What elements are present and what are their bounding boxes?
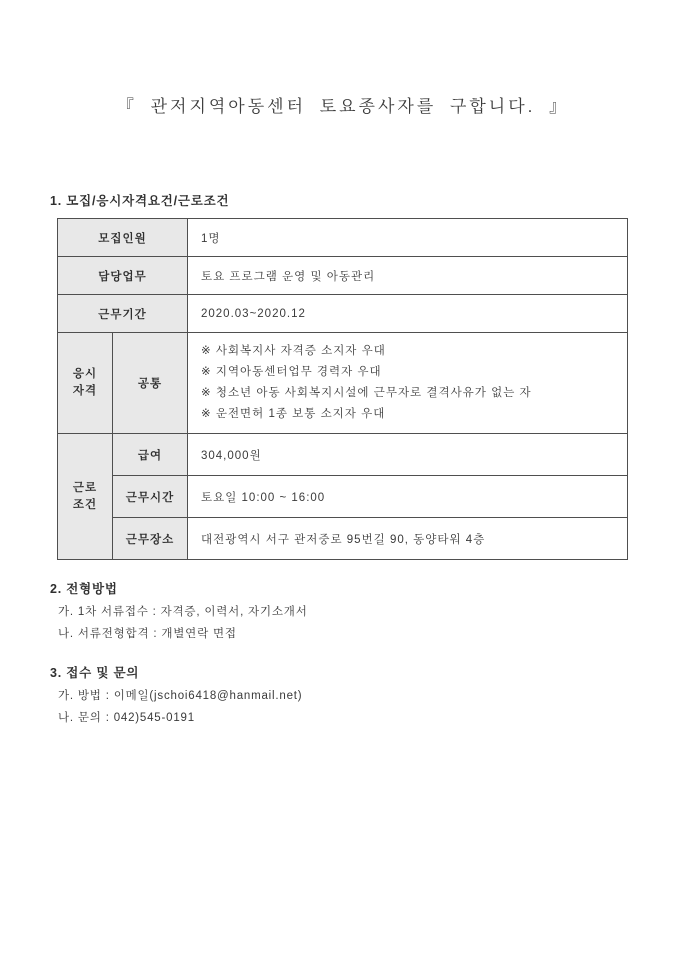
qualification-group-label: [58, 333, 113, 434]
section1-heading: 1. 모집/응시자격요건/근로조건: [50, 194, 230, 208]
duty-label: 담당업무: [58, 257, 188, 295]
work-period-value: 2020.03~2020.12: [188, 295, 628, 333]
qualification-item: ※ 청소년 아동 사회복지시설에 근무자로 결격사유가 없는 자: [201, 387, 532, 399]
qualification-items: [188, 333, 628, 434]
work-place-label: 근무장소: [113, 518, 188, 560]
section3-line-apply-method: 가. 방법 : 이메일(jschoi6418@hanmail.net): [58, 690, 303, 702]
section3-heading: 3. 접수 및 문의: [50, 666, 140, 680]
qualification-item: ※ 지역아동센터업무 경력자 우대: [201, 366, 382, 378]
duty-value: 토요 프로그램 운영 및 아동관리: [188, 257, 628, 295]
table-row-recruit-count: [58, 219, 628, 257]
document-title: 『 관저지역아동센터 토요종사자를 구합니다. 』: [116, 97, 570, 116]
table-row-salary: [58, 434, 628, 476]
work-conditions-group-label-line1: 근로: [72, 481, 98, 494]
work-period-label: 근무기간: [58, 295, 188, 333]
table-row-work-hours: [58, 476, 628, 518]
table-row-qualification: [58, 333, 628, 434]
work-place-value: 대전광역시 서구 관저중로 95번길 90, 동양타워 4층: [188, 518, 628, 560]
qualification-item: ※ 운전면허 1종 보통 소지자 우대: [201, 408, 386, 420]
qualification-group-label-line1: 응시: [72, 368, 98, 380]
work-conditions-group-label: [58, 434, 113, 560]
table-row-work-period: [58, 295, 628, 333]
qualification-item: ※ 사회복지사 자격증 소지자 우대: [201, 345, 386, 357]
work-hours-label: 근무시간: [113, 476, 188, 518]
section2-heading: 2. 전형방법: [50, 582, 118, 596]
section2-line-document-submission: 가. 1차 서류접수 : 자격증, 이력서, 자기소개서: [58, 606, 308, 618]
table-row-duty: [58, 257, 628, 295]
recruitment-info-table: [57, 218, 628, 560]
section3-line-contact-phone: 나. 문의 : 042)545-0191: [58, 712, 195, 724]
recruit-count-value: 1명: [188, 219, 628, 257]
work-conditions-group-label-line2: 조건: [72, 498, 98, 511]
work-hours-value: 토요일 10:00 ~ 16:00: [188, 476, 628, 518]
table-row-work-place: [58, 518, 628, 560]
qualification-sub-label: 공통: [113, 333, 188, 434]
salary-value: 304,000원: [188, 434, 628, 476]
qualification-group-label-line2: 자격: [72, 385, 98, 397]
section2-line-interview: 나. 서류전형합격 : 개별연락 면접: [58, 628, 237, 640]
recruit-count-label: 모집인원: [58, 219, 188, 257]
salary-label: 급여: [113, 434, 188, 476]
